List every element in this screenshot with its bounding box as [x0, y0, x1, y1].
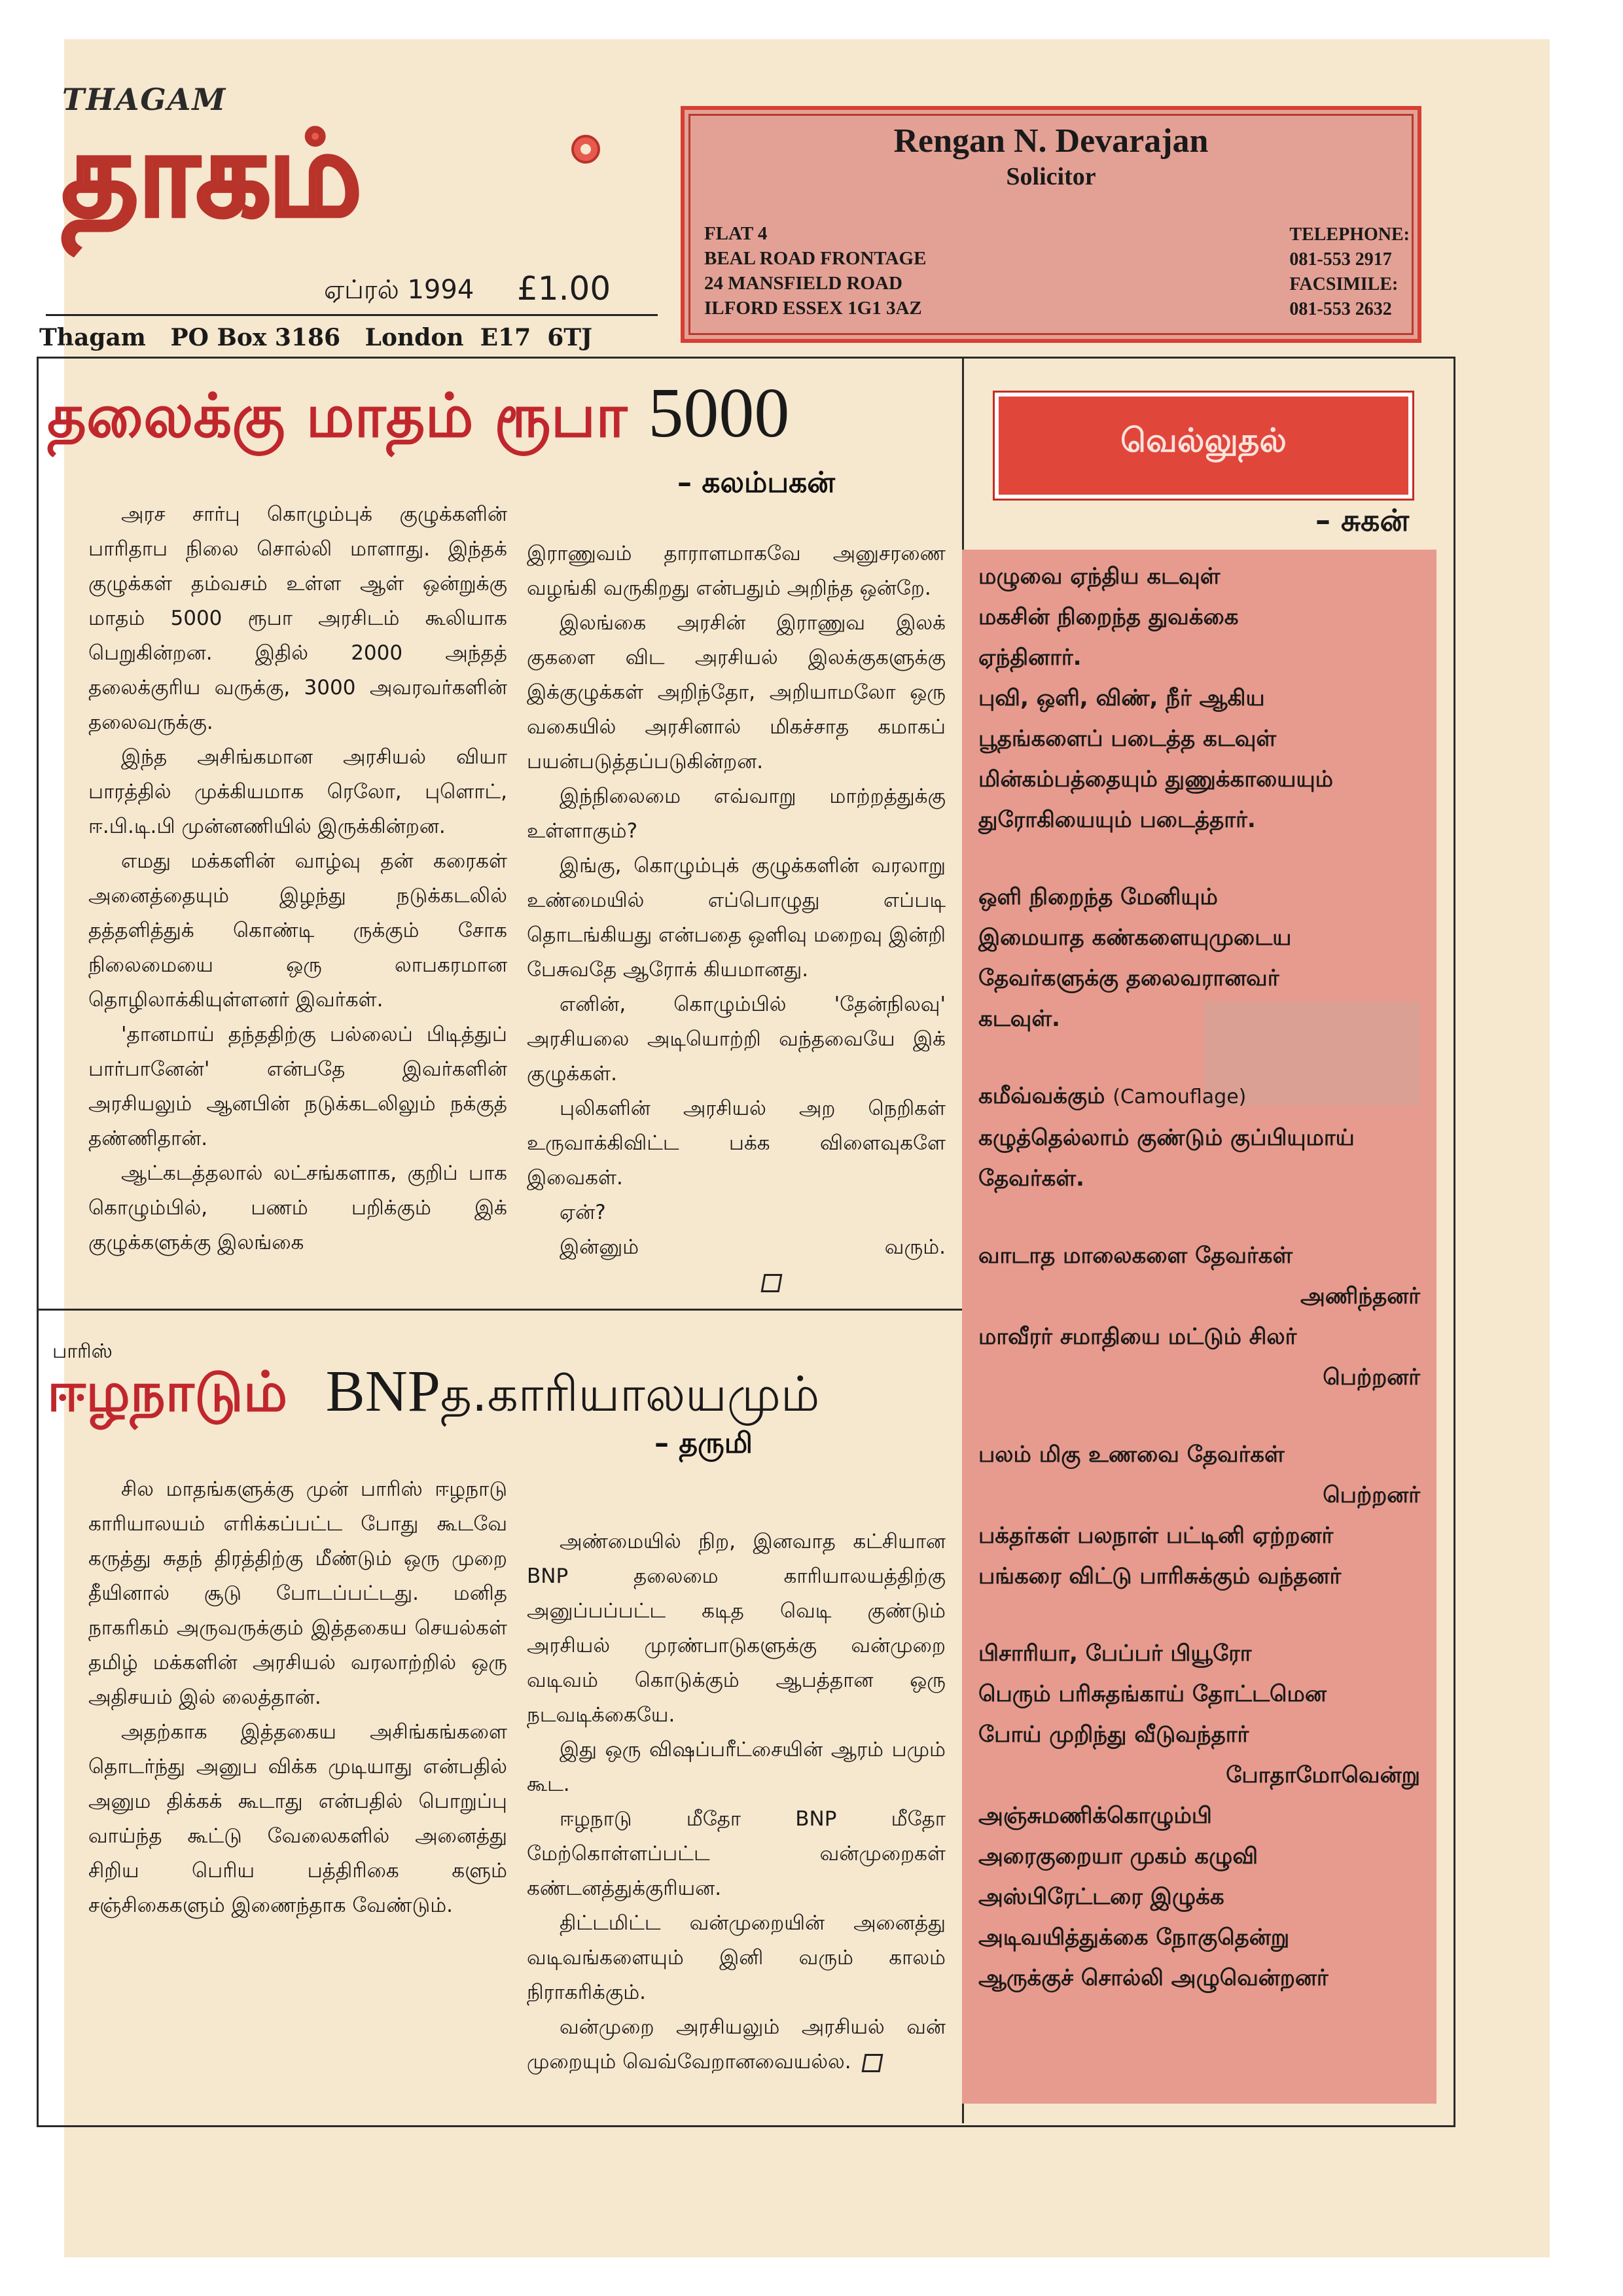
poem-line: [978, 1434, 1420, 1475]
article1-column-2: [527, 537, 946, 1299]
paragraph: 'தானமாய் தந்ததிற்கு பல்லைப் பிடித்துப் பார்பானேன்' என்பதே இவர்களின் அரசியலும் ஆனபின் நடுக்கடலிலும் நக்குத் தண்ணிதான்.: [88, 1023, 507, 1150]
article2-column-1: [88, 1472, 507, 1923]
headline-text: தலைக்கு மாதம் ரூபா: [47, 381, 649, 451]
poem-line: [978, 1714, 1420, 1755]
poem-line: [978, 1515, 1420, 1556]
poem-line: [978, 678, 1420, 718]
stanza-gap: [978, 1039, 1420, 1076]
poem-line-text: மழுவை ஏந்திய கடவுள்: [978, 563, 1221, 590]
poem-line-text: பெற்றனர்: [1323, 1364, 1420, 1390]
fax-number: 081-553 2632: [1289, 299, 1392, 319]
paragraph: சில மாதங்களுக்கு முன் பாரிஸ் ஈழநாடு காரியாலயம் எரிக்கப்பட்ட போது கூடவே கருத்து சுதந் திரத்திற்கு மீண்டும் ஒரு முறை தீயினால் சூடு போடப்பட்டது. மனித நாகரிகம் அருவருக்கும் இத்தகைய செயல்கள் தமிழ் மக்களின் அரசியல் வரலாற்றில் ஒரு அதிசயம் இல் லைத்தான்.: [88, 1477, 507, 1709]
poem-line: [978, 718, 1420, 759]
poem-line-text: போய் முறிந்து வீடுவந்தார்: [978, 1722, 1249, 1748]
headline-tail: த.காரியாலயமும்: [440, 1366, 820, 1422]
advert-name: Rengan N. Devarajan: [893, 122, 1209, 160]
masthead-rule: [46, 314, 658, 316]
poem-line-text: தேவர்களுக்கு தலைவரானவர்: [978, 965, 1279, 991]
stanza-gap: [978, 1597, 1420, 1633]
poem-line: [978, 1674, 1420, 1714]
fax-label: FACSIMILE:: [1289, 274, 1399, 294]
article2-byline: – தருமி: [654, 1426, 753, 1460]
poem-body: [978, 556, 1420, 1998]
poem-line-text: இமையாத கண்களையுமுடைய: [978, 925, 1292, 951]
poem-line-text: அஸ்பிரேட்டரை இழுக்க: [978, 1884, 1224, 1910]
poem-line-text: மகசின் நிறைந்த துவக்கை: [978, 604, 1239, 630]
poem-line: [978, 597, 1420, 637]
article2-headline: [47, 1358, 819, 1432]
poem-line: [978, 1917, 1420, 1958]
poem-line: [978, 1836, 1420, 1877]
advert-address-line: BEAL ROAD FRONTAGE: [704, 248, 927, 269]
poem-line-text: பக்தர்கள் பலநாள் பட்டினி ஏற்றனர்: [978, 1523, 1334, 1549]
poem-line-text: பங்கரை விட்டு பாரிசுக்கும் வந்தனர்: [978, 1563, 1342, 1589]
paragraph: அதற்காக இத்தகைய அசிங்கங்களை தொடர்ந்து அனுப விக்க முடியாது என்பதில் அனும திக்கக் கூடாது என்பதில் பொறுப்பு வாய்ந்த கூட்டு வேலைகளில் அனைத்து சிறிய பெரிய பத்திரிகை களும் சஞ்சிகைகளும் இணைந்தாக வேண்டும்.: [88, 1720, 507, 1917]
end-mark-icon: [861, 2054, 883, 2072]
poem-line-text: மாவீரர் சமாதியை மட்டும் சிலர்: [978, 1324, 1297, 1350]
poem-author: – சுகன்: [1315, 503, 1410, 538]
poem-line-text: பிசாரியா, பேப்பர் பியூரோ: [978, 1640, 1252, 1667]
stanza-gap: [978, 840, 1420, 877]
poem-line: [978, 1357, 1420, 1398]
poem-line: [978, 556, 1420, 597]
paragraph: இராணுவம் தாராளமாகவே அனுசரணை வழங்கி வருகிறது என்பதும் அறிந்த ஒன்றே.: [527, 542, 946, 600]
poem-line: [978, 1076, 1420, 1118]
logo-sun-icon: [566, 130, 605, 169]
advert-address: [704, 221, 926, 321]
poem-line: [978, 1235, 1420, 1276]
article1-headline: [47, 373, 789, 459]
poem-line-text: அரைகுறையா முகம் கழுவி: [978, 1843, 1258, 1869]
poem-line-text: ஆருக்குச் சொல்லி அழுவென்றனர்: [978, 1965, 1329, 1991]
poem-line: [978, 637, 1420, 678]
poem-line: [978, 998, 1420, 1039]
paragraph: அரச சார்பு கொழும்புக் குழுக்களின் பாரிதாப நிலை சொல்லி மாளாது. இந்தக் குழுக்கள் தம்வசம் உள்ள ஆள் ஒன்றுக்கு மாதம் 5000 ரூபா அரசிடம் கூலியாக பெறுகின்றன. இதில் 2000 அந்தத் தலைக்குரிய வருக்கு, 3000 அவரவர்களின் தலைவருக்கு.: [88, 503, 507, 734]
paragraph: அண்மையில் நிற, இனவாத கட்சியான BNP தலைமை காரியாலயத்திற்கு அனுப்பப்பட்ட கடித வெடி குண்டும் அரசியல் முரண்பாடுகளுக்கு வன்முறை வடிவம் கொடுக்கும் ஆபத்தான ஒரு நடவடிக்கையே.: [527, 1530, 946, 1727]
poem-line-text: அஞ்சுமணிக்கொழும்பி: [978, 1803, 1212, 1829]
poem-line-text: கமீவ்வக்கும்: [978, 1083, 1113, 1109]
poem-line-text: பெரும் பரிசுதங்காய் தோட்டமென: [978, 1681, 1327, 1707]
poem-line-text: பூதங்களைப் படைத்த கடவுள்: [978, 726, 1277, 752]
poem-line: [978, 1158, 1420, 1199]
telephone-label: TELEPHONE:: [1289, 224, 1410, 245]
end-mark-icon: [761, 1274, 783, 1292]
poem-line-text: வாடாத மாலைகளை தேவர்கள்: [978, 1243, 1293, 1269]
article2-kicker: பாரிஸ்: [52, 1340, 113, 1363]
closing-text: இன்னும் வரும்.: [560, 1235, 946, 1259]
masthead-small-title: THAGAM: [62, 82, 227, 117]
poem-line: [978, 759, 1420, 800]
solicitor-advert: [681, 106, 1421, 343]
poem-line: [978, 1475, 1420, 1515]
poem-line: [978, 1958, 1420, 1998]
poem-title: வெல்லுதல்: [1120, 421, 1287, 459]
paragraph: இது ஒரு விஷப்பரீட்சையின் ஆரம் பமும் கூட.: [527, 1738, 946, 1796]
issue-price: £1.00: [517, 270, 611, 308]
poem-line-text: தேவர்கள்.: [978, 1165, 1084, 1192]
advert-contact: [1289, 222, 1410, 322]
poem-line-text: போதாமோவென்று: [1226, 1762, 1420, 1788]
poem-line: [978, 1795, 1420, 1836]
advert-address-line: FLAT 4: [704, 223, 768, 244]
paragraph: இந்நிலைமை எவ்வாறு மாற்றத்துக்கு உள்ளாகும்?: [527, 785, 946, 843]
headline-text: ஈழநாடும்: [47, 1360, 307, 1424]
section-divider: [39, 1309, 962, 1311]
poem-line: [978, 1316, 1420, 1357]
poem-line: [978, 1755, 1420, 1795]
poem-line: [978, 800, 1420, 840]
article1-byline: – கலம்பகன்: [677, 466, 835, 499]
advert-role: Solicitor: [1006, 163, 1096, 190]
poem-line: [978, 1118, 1420, 1158]
paragraph: எனின், கொழும்பில் 'தேன்நிலவு' அரசியலை அடியொற்றி வந்தவையே இக் குழுக்கள்.: [527, 993, 946, 1086]
paragraph: ஏன்?: [560, 1201, 606, 1224]
masthead-logo: [62, 107, 625, 274]
poem-line-text: துரோகியையும் படைத்தார்.: [978, 807, 1256, 833]
poem-line: [978, 1877, 1420, 1917]
telephone-number: 081-553 2917: [1289, 249, 1392, 270]
poem-line-text: புவி, ஒளி, விண், நீர் ஆகிய: [978, 685, 1265, 711]
article2-column-2: [527, 1525, 946, 2079]
paragraph: ஆட்கடத்தலால் லட்சங்களாக, குறிப் பாக கொழும்பில், பணம் பறிக்கும் இக் குழுக்களுக்கு இலங்கை: [88, 1161, 507, 1254]
poem-line-text: அணிந்தனர்: [1300, 1283, 1420, 1309]
paragraph: புலிகளின் அரசியல் அற நெறிகள் உருவாக்கிவிட்ட பக்க விளைவுகளே இவைகள்.: [527, 1097, 946, 1190]
publisher-address: Thagam PO Box 3186 London E17 6TJ: [39, 324, 593, 351]
poem-line: [978, 877, 1420, 917]
poem-line: [978, 1633, 1420, 1674]
advert-address-line: ILFORD ESSEX 1G1 3AZ: [704, 298, 922, 319]
poem-line-text: பெற்றனர்: [1323, 1482, 1420, 1508]
paragraph: திட்டமிட்ட வன்முறையின் அனைத்து வடிவங்களையும் இனி வரும் காலம் நிராகரிக்கும்.: [527, 1911, 946, 2004]
poem-line-text: அடிவயித்துக்கை நோகுதென்று: [978, 1924, 1290, 1951]
advert-address-line: 24 MANSFIELD ROAD: [704, 273, 902, 294]
poem-line-text: கடவுள்.: [978, 1006, 1060, 1032]
headline-number: 5000: [648, 374, 790, 452]
logo-text: தாகம்: [62, 107, 360, 242]
poem-line: [978, 1276, 1420, 1316]
poem-line-text: ஏந்தினார்.: [978, 645, 1082, 671]
stanza-gap: [978, 1398, 1420, 1434]
poem-line-text: மின்கம்பத்தையும் துணுக்காயையும்: [978, 766, 1333, 792]
closing-text: வன்முறை அரசியலும் அரசியல் வன் முறையும் வெவ்வேறானவையல்ல.: [527, 2015, 946, 2074]
paragraph: இங்கு, கொழும்புக் குழுக்களின் வரலாறு உண்மையில் எப்பொழுது எப்படி தொடங்கியது என்பதை ஒளிவு மறைவு இன்றி பேசுவதே ஆரோக் கியமானது.: [527, 854, 946, 981]
stanza-gap: [978, 1199, 1420, 1235]
paragraph: எமது மக்களின் வாழ்வு தன் கரைகள் அனைத்தையும் இழந்து நடுக்கடலில் தத்தளித்துக் கொண்டி ருக்கும் சோக நிலைமையை ஒரு லாபகரமான தொழிலாக்கியுள்ளனர் இவர்கள்.: [88, 849, 507, 1012]
issue-date: ஏப்ரல் 1994: [324, 275, 474, 305]
poem-line-latin: (Camouflage): [1113, 1086, 1247, 1108]
paragraph: ஈழநாடு மீதோ BNP மீதோ மேற்கொள்ளப்பட்ட வன்முறைகள் கண்டனத்துக்குரியன.: [527, 1807, 946, 1900]
poem-line: [978, 917, 1420, 958]
poem-line: [978, 958, 1420, 998]
poem-line-text: கழுத்தெல்லாம் குண்டும் குப்பியுமாய்: [978, 1125, 1355, 1151]
paragraph-end: [527, 1230, 946, 1299]
paragraph: இலங்கை அரசின் இராணுவ இலக் குகளை விட அரசியல் இலக்குகளுக்கு இக்குழுக்கள் அறிந்தோ, அறியாமலோ ஒரு வகையில் அரசினால் மிகச்சாத கமாகப் பயன்படுத்தப்படுகின்றன.: [527, 611, 946, 773]
poem-title-box: [995, 393, 1412, 499]
paragraph-end: [527, 2010, 946, 2079]
article1-column-1: [88, 497, 507, 1260]
poem-line-text: பலம் மிகு உணவை தேவர்கள்: [978, 1441, 1285, 1468]
poem-line-text: ஒளி நிறைந்த மேனியும்: [978, 884, 1218, 910]
poem-line: [978, 1556, 1420, 1597]
paragraph: இந்த அசிங்கமான அரசியல் வியா பாரத்தில் முக்கியமாக ரெலோ, புளொட், ஈ.பி.டி.பி முன்னணியில் இருக்கின்றன.: [88, 745, 507, 838]
headline-latin: BNP: [325, 1359, 440, 1424]
